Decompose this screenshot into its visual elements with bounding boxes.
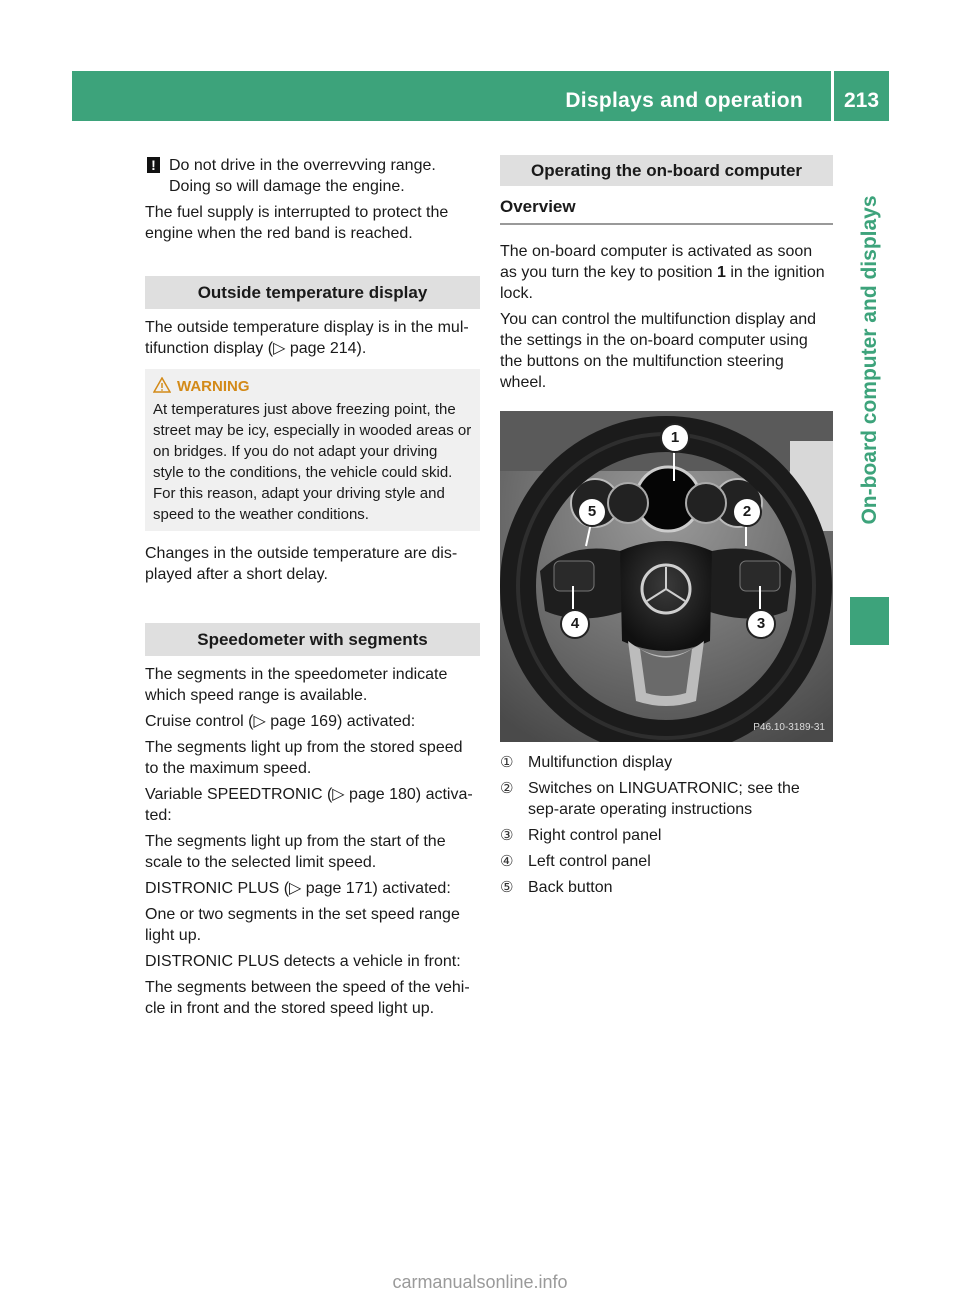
section-heading-speedometer: Speedometer with segments [145, 623, 480, 656]
warning-heading [153, 376, 472, 397]
speedometer-p1: The segments in the speedometer indicate which speed range is available. [145, 666, 448, 704]
section-heading-onboard-computer: Operating the on-board computer [500, 155, 833, 186]
speedometer-p6: DISTRONIC PLUS (▷ page 171) activated: [145, 880, 451, 897]
speedometer-p4: Variable SPEEDTRONIC (▷ page 180) activa-ted: [145, 786, 473, 824]
legend-number: ⑤ [500, 879, 514, 896]
legend-item [500, 752, 833, 773]
legend-text: Right control panel [528, 827, 662, 844]
section-heading-outside-temp: Outside temperature display [145, 276, 480, 309]
figure-code: P46.10-3189-31 [753, 722, 825, 733]
header-bar [72, 71, 889, 121]
callout-3: 3 [746, 609, 776, 639]
legend-text: Back button [528, 879, 613, 896]
steering-wheel-figure [500, 411, 833, 742]
watermark: carmanualsonline.info [392, 1272, 568, 1292]
legend-number: ③ [500, 827, 514, 844]
legend-number: ① [500, 754, 514, 771]
warning-text: At temperatures just above freezing point, the street may be icy, especially in wooded areas or on bridges. If you do not adapt your driving style to the conditions, the vehicle could skid. For this reason, adapt your driving style and speed to the weather conditions. [153, 401, 472, 523]
header-divider [831, 71, 834, 121]
caution-note [145, 155, 480, 197]
left-column [145, 155, 480, 1024]
speedometer-p5: The segments light up from the start of the scale to the selected limit speed. [145, 833, 446, 871]
warning-triangle-icon [153, 377, 171, 393]
speedometer-p8: DISTRONIC PLUS detects a vehicle in front: [145, 953, 461, 970]
speedometer-p3: The segments light up from the stored speed to the maximum speed. [145, 739, 463, 777]
legend-text: Switches on LINGUATRONIC; see the sep-arate operating instructions [528, 780, 800, 818]
key-position: 1 [717, 264, 726, 281]
speedometer-p7: One or two segments in the set speed range light up. [145, 906, 460, 944]
legend-number: ④ [500, 853, 514, 870]
legend-number: ② [500, 780, 514, 797]
activation-text-start: The on-board computer is activated as soon as you turn the key to position [500, 243, 813, 281]
exclamation-icon: ! [147, 157, 160, 173]
legend-item [500, 825, 833, 846]
legend-item [500, 877, 833, 898]
page-number: 213 [844, 89, 880, 112]
side-tab-label: On-board computer and displays [858, 195, 881, 525]
activation-paragraph [500, 241, 833, 304]
activation-text-end: in the ignition lock. [500, 264, 825, 302]
legend-text: Left control panel [528, 853, 651, 870]
callout-1: 1 [660, 423, 690, 453]
callout-4: 4 [560, 609, 590, 639]
warning-box [145, 369, 480, 531]
steering-wheel-illustration [500, 411, 833, 742]
control-paragraph: You can control the multifunction display and the settings in the on-board computer using the buttons on the multifunction steering wheel. [500, 311, 817, 391]
side-tab [850, 140, 889, 580]
callout-2: 2 [732, 497, 762, 527]
callout-5: 5 [577, 497, 607, 527]
warning-title: WARNING [177, 378, 250, 395]
outside-temp-delay-paragraph: Changes in the outside temperature are dis-played after a short delay. [145, 545, 458, 583]
side-tab-marker [850, 597, 889, 645]
header-title: Displays and operation [565, 89, 803, 112]
outside-temp-paragraph: The outside temperature display is in the mul-tifunction display (▷ page 214). [145, 319, 469, 357]
legend-text: Multifunction display [528, 754, 673, 771]
right-column [500, 155, 833, 903]
speedometer-p2: Cruise control (▷ page 169) activated: [145, 713, 416, 730]
legend-item [500, 778, 833, 820]
speedometer-p9: The segments between the speed of the vehi-cle in front and the stored speed light up. [145, 979, 470, 1017]
legend-item [500, 851, 833, 872]
fuel-paragraph: The fuel supply is interrupted to protect the engine when the red band is reached. [145, 204, 449, 242]
overview-subheading: Overview [500, 196, 833, 225]
caution-note-text: Do not drive in the overrevving range. Doing so will damage the engine. [169, 157, 436, 195]
